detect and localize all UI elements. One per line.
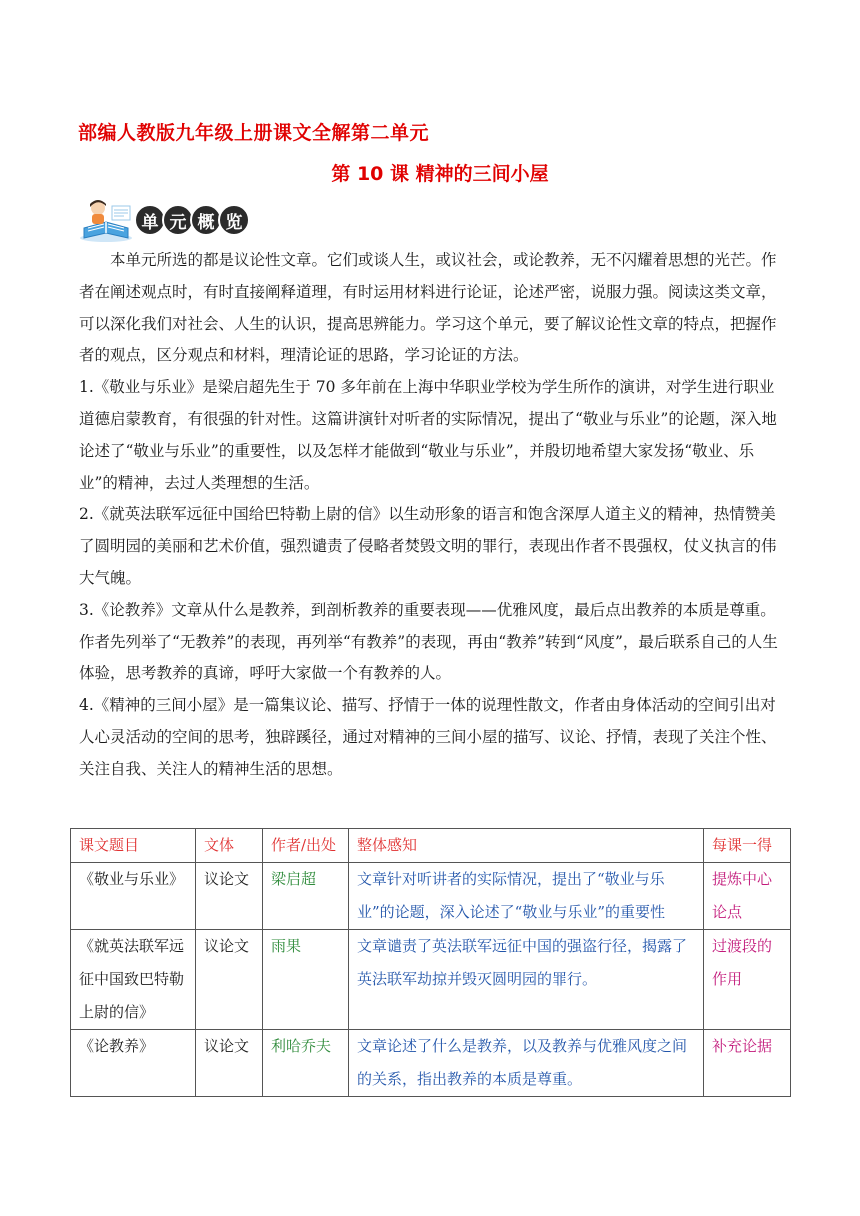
cell-gain: 提炼中心论点 [704,863,791,930]
cell-author: 雨果 [263,930,349,1030]
table-row [71,930,791,1030]
cell-author: 利哈乔夫 [263,1030,349,1097]
badge-char: 单 [134,204,166,236]
cell-author: 梁启超 [263,863,349,930]
cell-title: 《敬业与乐业》 [71,863,196,930]
lesson-summary-4: 4.《精神的三间小屋》是一篇集议论、描写、抒情于一体的说理性散文，作者由身体活动的空间引出对人心灵活动的空间的思考，独辟蹊径，通过对精神的三间小屋的描写、议论、抒情，表现了关注个性、关注自我、关注人的精神生活的思想。 [79,696,777,778]
cell-title: 《论教养》 [71,1030,196,1097]
header-cell-title: 课文题目 [71,829,196,863]
header-cell-gain: 每课一得 [704,829,791,863]
unit-overview-text [79,245,784,786]
intro-paragraph: 本单元所选的都是议论性文章。它们或谈人生，或议社会，或论教养，无不闪耀着思想的光芒。作者在阐述观点时，有时直接阐释道理，有时运用材料进行论证，论述严密，说服力强。阅读这类文章，可以深化我们对社会、人生的认识，提高思辨能力。学习这个单元，要了解议论性文章的特点，把握作者的观点，区分观点和材料，理清论证的思路，学习论证的方法。 [79,251,777,365]
header-cell-genre: 文体 [196,829,263,863]
cell-genre: 议论文 [196,1030,263,1097]
cell-summary: 文章谴责了英法联军远征中国的强盗行径，揭露了英法联军劫掠并毁灭圆明园的罪行。 [349,930,704,1030]
lesson-summary-1: 1.《敬业与乐业》是梁启超先生于 70 多年前在上海中华职业学校为学生所作的演讲，对学生进行职业道德启蒙教育，有很强的针对性。这篇讲演针对听者的实际情况，提出了“敬业与乐业”的论题，深入地论述了“敬业与乐业”的重要性，以及怎样才能做到“敬业与乐业”，并殷切地希望大家发扬“敬业、乐业”的精神，去过人类理想的生活。 [79,378,777,492]
lesson-overview-table [70,828,791,1097]
header-cell-author: 作者/出处 [263,829,349,863]
header-cell-summary: 整体感知 [349,829,704,863]
lesson-summary-3: 3.《论教养》文章从什么是教养，到剖析教养的重要表现——优雅风度，最后点出教养的本质是尊重。作者先列举了“无教养”的表现，再列举“有教养”的表现，再由“教养”转到“风度”，最后联系自己的人生体验，思考教养的真谛，呼吁大家做一个有教养的人。 [79,600,778,683]
unit-overview-heading [76,198,276,244]
cell-genre: 议论文 [196,930,263,1030]
cell-gain: 过渡段的作用 [704,930,791,1030]
badge-char: 览 [218,204,250,236]
table-row [71,1030,791,1097]
cell-summary: 文章针对听讲者的实际情况，提出了“敬业与乐业”的论题，深入论述了“敬业与乐业”的重要性 [349,863,704,930]
unit-overview-badges [134,204,246,236]
child-reading-book-icon [76,198,138,244]
table-row [71,863,791,930]
table-header-row [71,829,791,863]
lesson-title: 第 10 课 精神的三间小屋 [331,163,549,185]
badge-char: 元 [162,204,194,236]
cell-gain: 补充论据 [704,1030,791,1097]
document-title: 部编人教版九年级上册课文全解第二单元 [78,122,430,144]
cell-title: 《就英法联军远征中国致巴特勒上尉的信》 [71,930,196,1030]
lesson-summary-2: 2.《就英法联军远征中国给巴特勒上尉的信》以生动形象的语言和饱含深厚人道主义的精神，热情赞美了圆明园的美丽和艺术价值，强烈谴责了侵略者焚毁文明的罪行，表现出作者不畏强权，仗义执言的伟大气魄。 [79,505,777,587]
cell-summary: 文章论述了什么是教养，以及教养与优雅风度之间的关系，指出教养的本质是尊重。 [349,1030,704,1097]
badge-char: 概 [190,204,222,236]
cell-genre: 议论文 [196,863,263,930]
